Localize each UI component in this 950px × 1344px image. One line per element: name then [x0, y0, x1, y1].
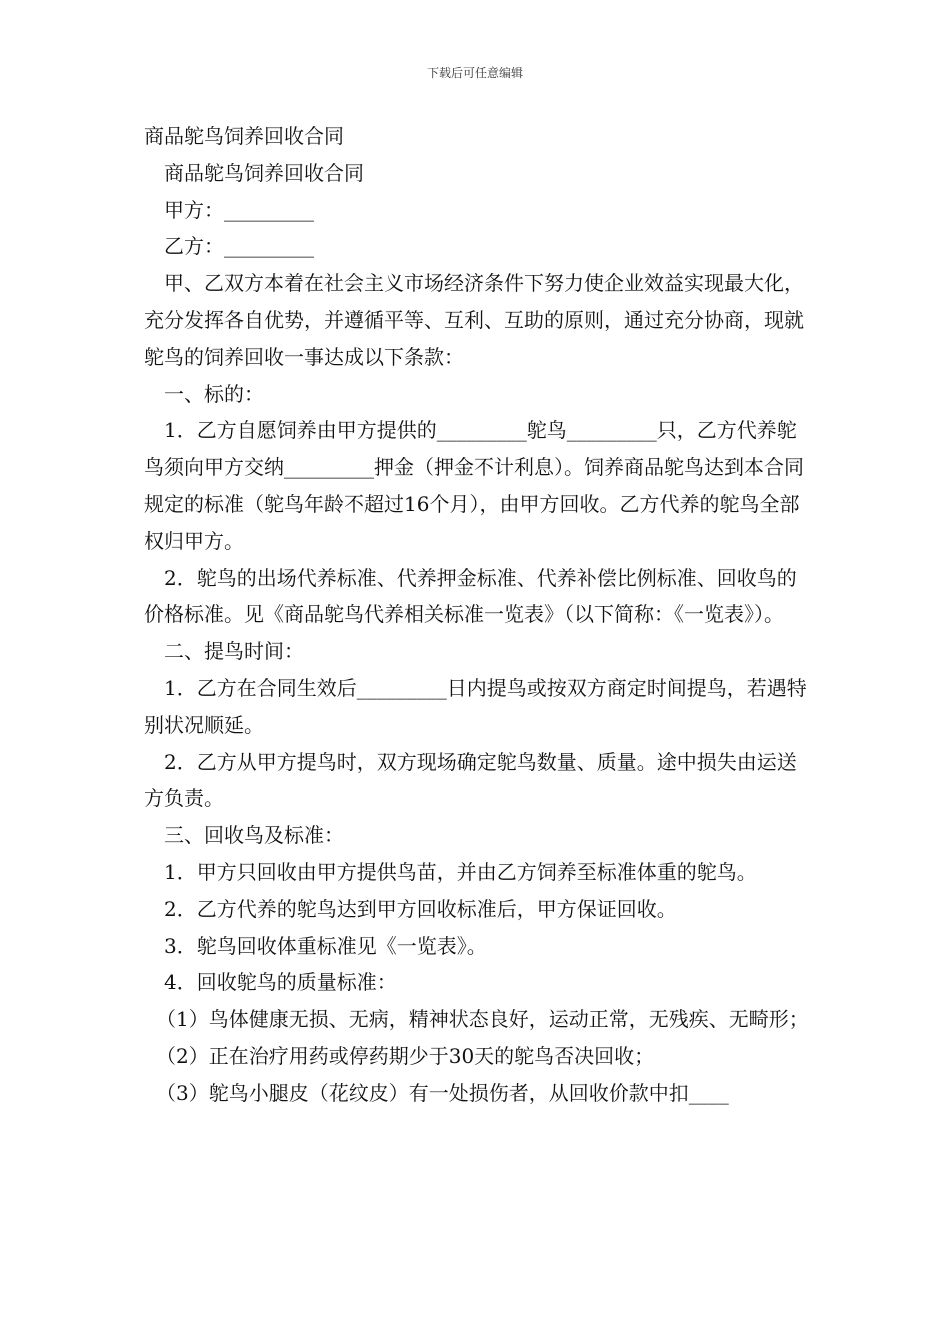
quality-sub-3: （3）鸵鸟小腿皮（花纹皮）有一处损伤者，从回收价款中扣____: [156, 1080, 729, 1105]
quality-sub-1: （1）鸟体健康无损、无病，精神状态良好，运动正常，无残疾、无畸形；: [156, 1007, 809, 1032]
section-1-heading: 一、标的：: [164, 381, 264, 406]
intro-paragraph: 甲、乙双方本着在社会主义市场经济条件下努力使企业效益实现最大化，充分发挥各自优势，并遵循平等、互利、互助的原则，通过充分协商，现就鸵鸟的饲养回收一事达成以下条款：: [144, 271, 804, 369]
section-1-item-2: 2．鸵鸟的出场代养标准、代养押金标准、代养补偿比例标准、回收鸟的价格标准。见《商品鸵鸟代养相关标准一览表》（以下简称：《一览表》）。: [144, 565, 797, 627]
section-2-item-2: 2．乙方从甲方提鸟时，双方现场确定鸵鸟数量、质量。途中损失由运送方负责。: [144, 749, 797, 811]
header-note: 下载后可任意编辑: [426, 66, 523, 80]
party-b-line: 乙方：_________: [164, 234, 314, 259]
quality-sub-2: （2）正在治疗用药或停药期少于30天的鸵鸟否决回收；: [156, 1043, 655, 1068]
section-3-item-1: 1．甲方只回收由甲方提供鸟苗，并由乙方饲养至标准体重的鸵鸟。: [164, 859, 757, 884]
section-1-item-1: 1．乙方自愿饲养由甲方提供的_________鸵鸟_________只，乙方代养鸵鸟须向甲方交纳_________押金（押金不计利息）。饲养商品鸵鸟达到本合同规定的标准（鸵鸟年龄不超过16个月），由甲方回收。乙方代养的鸵鸟全部权归甲方。: [144, 418, 804, 553]
section-2-heading: 二、提鸟时间：: [164, 639, 304, 664]
section-3-item-3: 3．鸵鸟回收体重标准见《一览表》。: [164, 933, 487, 958]
section-3-item-2: 2．乙方代养的鸵鸟达到甲方回收标准后，甲方保证回收。: [164, 896, 677, 921]
document-subtitle: 商品鸵鸟饲养回收合同: [164, 160, 364, 185]
document-title: 商品鸵鸟饲养回收合同: [144, 124, 344, 148]
section-3-heading: 三、回收鸟及标准：: [164, 823, 344, 848]
document-body: [144, 118, 816, 1112]
section-3-item-4: 4．回收鸵鸟的质量标准：: [164, 970, 397, 995]
section-2-item-1: 1．乙方在合同生效后_________日内提鸟或按双方商定时间提鸟，若遇特别状况顺延。: [144, 675, 807, 737]
party-a-line: 甲方：_________: [164, 197, 314, 222]
